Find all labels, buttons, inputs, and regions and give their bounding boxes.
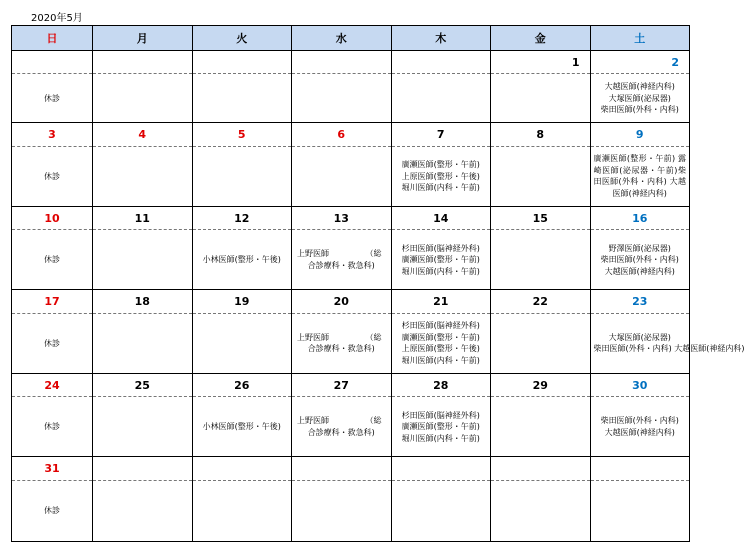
schedule-cell-thu bbox=[391, 480, 491, 541]
date-cell-sun: 17 bbox=[12, 290, 93, 313]
date-cell-mon bbox=[93, 51, 193, 74]
doctor-schedule: 杉田医師(脳神経外科) 廣瀬医師(整形・午前) 上原医師(整形・午後) 堀川医師(内科・午前) bbox=[401, 321, 480, 365]
date-row bbox=[12, 457, 690, 480]
weekday-mon: 月 bbox=[93, 26, 193, 51]
doctor-schedule: 杉田医師(脳神経外科) 廣瀬医師(整形・午前) 堀川医師(内科・午前) bbox=[401, 410, 480, 443]
schedule-cell-fri bbox=[491, 397, 591, 457]
closed-label: 休診 bbox=[44, 422, 60, 432]
schedule-row bbox=[12, 230, 690, 290]
doctor-schedule: 杉田医師(脳神経外科) 廣瀬医師(整形・午前) 堀川医師(内科・午前) bbox=[401, 243, 480, 276]
schedule-cell-thu bbox=[391, 397, 491, 457]
schedule-row bbox=[12, 313, 690, 373]
date-cell-fri: 29 bbox=[491, 373, 591, 396]
schedule-cell-mon bbox=[93, 480, 193, 541]
closed-label: 休診 bbox=[44, 506, 60, 516]
schedule-cell-tue bbox=[192, 480, 292, 541]
doctor-schedule: 小林医師(整形・午後) bbox=[202, 422, 281, 432]
date-cell-sun: 3 bbox=[12, 123, 93, 146]
doctor-name: 上野医師 （総 bbox=[297, 332, 382, 342]
schedule-cell-sun bbox=[12, 480, 93, 541]
date-cell-thu: 7 bbox=[391, 123, 491, 146]
weekday-sun: 日 bbox=[12, 26, 93, 51]
date-cell-thu bbox=[391, 51, 491, 74]
date-cell-sat: 23 bbox=[590, 290, 690, 313]
schedule-cell-fri bbox=[491, 74, 591, 123]
schedule-cell-mon bbox=[93, 397, 193, 457]
date-cell-wed: 13 bbox=[292, 206, 392, 229]
doctor-department: 合診療科・救急科) bbox=[307, 427, 375, 437]
date-cell-thu: 28 bbox=[391, 373, 491, 396]
schedule-cell-tue bbox=[192, 146, 292, 206]
doctor-schedule: 野澤医師(泌尿器) 柴田医師(外科・内科) 大越医師(神経内科) bbox=[600, 243, 679, 276]
date-row bbox=[12, 51, 690, 74]
date-cell-fri: 8 bbox=[491, 123, 591, 146]
date-row bbox=[12, 123, 690, 146]
weekday-tue: 火 bbox=[192, 26, 292, 51]
schedule-cell-sun bbox=[12, 230, 93, 290]
schedule-row bbox=[12, 480, 690, 541]
weekday-wed: 水 bbox=[292, 26, 392, 51]
date-cell-tue: 12 bbox=[192, 206, 292, 229]
schedule-cell-fri bbox=[491, 146, 591, 206]
schedule-cell-thu bbox=[391, 146, 491, 206]
schedule-cell-wed bbox=[292, 146, 392, 206]
closed-label: 休診 bbox=[44, 171, 60, 181]
date-cell-fri: 1 bbox=[491, 51, 591, 74]
calendar-table bbox=[11, 25, 745, 542]
date-cell-tue: 26 bbox=[192, 373, 292, 396]
date-cell-sat bbox=[590, 457, 690, 480]
schedule-cell-sat bbox=[590, 74, 690, 123]
doctor-name: 上野医師 （総 bbox=[297, 416, 382, 426]
schedule-row bbox=[12, 397, 690, 457]
schedule-cell-sun bbox=[12, 74, 93, 123]
date-cell-wed bbox=[292, 457, 392, 480]
date-cell-wed: 27 bbox=[292, 373, 392, 396]
date-row bbox=[12, 373, 690, 396]
schedule-cell-mon bbox=[93, 146, 193, 206]
date-cell-wed: 6 bbox=[292, 123, 392, 146]
date-cell-tue: 19 bbox=[192, 290, 292, 313]
schedule-cell-sun bbox=[12, 397, 93, 457]
date-cell-fri bbox=[491, 457, 591, 480]
doctor-name: 上野医師 （総 bbox=[297, 249, 382, 259]
schedule-cell-sun bbox=[12, 313, 93, 373]
weekday-thu: 木 bbox=[391, 26, 491, 51]
schedule-row bbox=[12, 74, 690, 123]
date-cell-mon: 11 bbox=[93, 206, 193, 229]
schedule-cell-sat bbox=[590, 146, 690, 206]
schedule-cell-thu bbox=[391, 230, 491, 290]
date-cell-sat: 9 bbox=[590, 123, 690, 146]
date-cell-tue bbox=[192, 457, 292, 480]
schedule-cell-mon bbox=[93, 74, 193, 123]
date-cell-sun: 31 bbox=[12, 457, 93, 480]
schedule-cell-wed bbox=[292, 74, 392, 123]
schedule-cell-wed bbox=[292, 313, 392, 373]
doctor-schedule: 廣瀬医師(整形・午前) 露崎医師(泌尿器・午前)柴田医師(外科・内科) 大越医師(神経内科) bbox=[593, 154, 686, 198]
weekday-header-row bbox=[12, 26, 690, 51]
schedule-cell-sun bbox=[12, 146, 93, 206]
date-cell-mon: 18 bbox=[93, 290, 193, 313]
date-cell-sun: 24 bbox=[12, 373, 93, 396]
schedule-cell-fri bbox=[491, 480, 591, 541]
date-cell-sat: 16 bbox=[590, 206, 690, 229]
date-cell-wed: 20 bbox=[292, 290, 392, 313]
date-row bbox=[12, 206, 690, 229]
schedule-cell-fri bbox=[491, 313, 591, 373]
doctor-schedule: 大越医師(神経内科) 大塚医師(泌尿器) 柴田医師(外科・内科) bbox=[600, 82, 679, 115]
doctor-schedule: 柴田医師(外科・内科) 大越医師(神経内科) bbox=[600, 416, 679, 437]
schedule-cell-fri bbox=[491, 230, 591, 290]
date-cell-mon bbox=[93, 457, 193, 480]
doctor-schedule: 廣瀬医師(整形・午前) 上原医師(整形・午後) 堀川医師(内科・午前) bbox=[401, 160, 480, 193]
doctor-schedule: 大塚医師(泌尿器) 柴田医師(外科・内科) 大越医師(神経内科) bbox=[593, 332, 745, 354]
schedule-cell-mon bbox=[93, 230, 193, 290]
date-cell-sat: 2 bbox=[590, 51, 690, 74]
date-cell-mon: 25 bbox=[93, 373, 193, 396]
weekday-fri: 金 bbox=[491, 26, 591, 51]
date-cell-sun: 10 bbox=[12, 206, 93, 229]
doctor-department: 合診療科・救急科) bbox=[307, 260, 375, 270]
date-cell-thu bbox=[391, 457, 491, 480]
calendar-title: 2020年5月 bbox=[31, 13, 83, 24]
date-cell-mon: 4 bbox=[93, 123, 193, 146]
schedule-cell-sat bbox=[590, 397, 690, 457]
closed-label: 休診 bbox=[44, 338, 60, 348]
weekday-sat: 土 bbox=[590, 26, 690, 51]
schedule-cell-wed bbox=[292, 230, 392, 290]
doctor-department: 合診療科・救急科) bbox=[307, 344, 375, 354]
date-cell-sat: 30 bbox=[590, 373, 690, 396]
date-cell-thu: 14 bbox=[391, 206, 491, 229]
closed-label: 休診 bbox=[44, 255, 60, 265]
schedule-cell-wed bbox=[292, 480, 392, 541]
date-cell-thu: 21 bbox=[391, 290, 491, 313]
schedule-cell-mon bbox=[93, 313, 193, 373]
schedule-cell-sat bbox=[590, 230, 690, 290]
schedule-cell-sat bbox=[590, 480, 690, 541]
date-cell-fri: 15 bbox=[491, 206, 591, 229]
date-cell-wed bbox=[292, 51, 392, 74]
schedule-cell-tue bbox=[192, 230, 292, 290]
date-cell-tue: 5 bbox=[192, 123, 292, 146]
schedule-cell-tue bbox=[192, 74, 292, 123]
date-cell-tue bbox=[192, 51, 292, 74]
schedule-cell-thu bbox=[391, 74, 491, 123]
date-cell-sun bbox=[12, 51, 93, 74]
schedule-cell-sat bbox=[590, 313, 745, 373]
schedule-row bbox=[12, 146, 690, 206]
schedule-cell-wed bbox=[292, 397, 392, 457]
schedule-cell-tue bbox=[192, 313, 292, 373]
schedule-cell-tue bbox=[192, 397, 292, 457]
doctor-schedule: 小林医師(整形・午後) bbox=[202, 255, 281, 265]
closed-label: 休診 bbox=[44, 93, 60, 103]
date-cell-fri: 22 bbox=[491, 290, 591, 313]
date-row bbox=[12, 290, 690, 313]
schedule-cell-thu bbox=[391, 313, 491, 373]
